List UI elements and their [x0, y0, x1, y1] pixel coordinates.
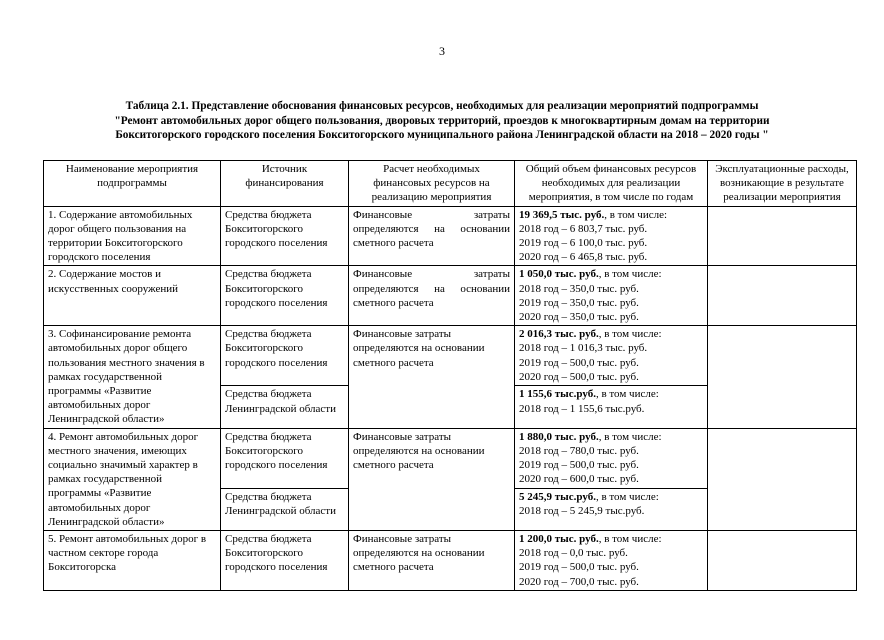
year-line: 2019 год – 350,0 тыс. руб.: [519, 296, 639, 309]
total-amount: 1 155,6 тыс.руб.: [519, 388, 596, 401]
year-line: 2018 год – 6 803,7 тыс. руб.: [519, 222, 648, 235]
year-line: 2020 год – 350,0 тыс. руб.: [519, 311, 639, 324]
cell-calc: Финансовые затраты определяются на основании сметного расчета: [349, 531, 515, 591]
header-total: Общий объем финансовых ресурсов необходимых для реализации мероприятия, в том числе по годам: [515, 161, 708, 207]
year-line: 2020 год – 700,0 тыс. руб.: [519, 575, 639, 588]
table-row: [44, 266, 857, 326]
total-suffix: , в том числе:: [595, 490, 659, 503]
cell-calc: Финансовые затраты определяются на основании сметного расчета: [349, 266, 515, 326]
cell-total: [515, 206, 708, 266]
cell-name: 1. Содержание автомобильных дорог общего пользования на территории Бокситогорского городского поселения: [44, 206, 221, 266]
table-title: [40, 99, 844, 143]
year-line: 2018 год – 780,0 тыс. руб.: [519, 444, 639, 457]
total-amount: 2 016,3 тыс. руб.: [519, 328, 599, 341]
cell-ops: [708, 326, 857, 428]
year-line: 2019 год – 500,0 тыс. руб.: [519, 561, 639, 574]
cell-source: Средства бюджета Ленинградской области: [221, 488, 349, 530]
cell-total: [515, 531, 708, 591]
total-amount: 1 880,0 тыс. руб.: [519, 430, 599, 443]
total-amount: 1 050,0 тыс. руб.: [519, 268, 599, 281]
cell-total: [515, 386, 708, 428]
title-line-1: Таблица 2.1. Представление обоснования финансовых ресурсов, необходимых для реализации мероприятий подпрограммы: [125, 100, 759, 112]
header-calc: Расчет необходимых финансовых ресурсов на реализацию мероприятия: [349, 161, 515, 207]
cell-ops: [708, 531, 857, 591]
total-suffix: , в том числе:: [598, 268, 662, 281]
year-line: 2020 год – 500,0 тыс. руб.: [519, 370, 639, 383]
cell-ops: [708, 206, 857, 266]
year-line: 2019 год – 500,0 тыс. руб.: [519, 459, 639, 472]
total-suffix: , в том числе:: [598, 430, 662, 443]
cell-calc: Финансовые затраты определяются на основании сметного расчета: [349, 206, 515, 266]
year-line: 2020 год – 6 465,8 тыс. руб.: [519, 251, 648, 264]
cell-ops: [708, 266, 857, 326]
header-ops: Эксплуатационные расходы, возникающие в результате реализации мероприятия: [708, 161, 857, 207]
financing-table: [43, 160, 857, 591]
cell-name: 4. Ремонт автомобильных дорог местного значения, имеющих социально значимый характер в рамках государственной программы «Развитие автомобильных дорог Ленинградской области»: [44, 428, 221, 530]
total-amount: 1 200,0 тыс. руб.: [519, 533, 599, 546]
table-row: [44, 428, 857, 488]
total-suffix: , в том числе:: [598, 533, 662, 546]
cell-name: 3. Софинансирование ремонта автомобильных дорог общего пользования местного значения в рамках государственной программы «Развитие автомобильных дорог Ленинградской области»: [44, 326, 221, 428]
header-name: Наименование мероприятия подпрограммы: [44, 161, 221, 207]
table-row: [44, 206, 857, 266]
total-suffix: , в том числе:: [598, 328, 662, 341]
year-line: 2019 год – 500,0 тыс. руб.: [519, 356, 639, 369]
header-source: Источник финансирования: [221, 161, 349, 207]
total-suffix: , в том числе:: [595, 388, 659, 401]
year-line: 2018 год – 350,0 тыс. руб.: [519, 282, 639, 295]
cell-name: 5. Ремонт автомобильных дорог в частном секторе города Бокситогорска: [44, 531, 221, 591]
cell-total: [515, 428, 708, 488]
cell-calc: Финансовые затраты определяются на основании сметного расчета: [349, 326, 515, 428]
year-line: 2018 год – 1 155,6 тыс.руб.: [519, 402, 645, 415]
title-line-2: "Ремонт автомобильных дорог общего пользования, дворовых территорий, проездов к многоквартирным домам на территории: [114, 114, 770, 127]
cell-source: Средства бюджета Ленинградской области: [221, 386, 349, 428]
cell-ops: [708, 428, 857, 530]
total-amount: 5 245,9 тыс.руб.: [519, 490, 596, 503]
year-line: 2018 год – 5 245,9 тыс.руб.: [519, 505, 645, 518]
year-line: 2019 год – 6 100,0 тыс. руб.: [519, 237, 648, 250]
cell-total: [515, 326, 708, 386]
total-amount: 19 369,5 тыс. руб.: [519, 208, 605, 221]
year-line: 2018 год – 1 016,3 тыс. руб.: [519, 342, 648, 355]
cell-source: Средства бюджета Бокситогорского городского поселения: [221, 531, 349, 591]
total-suffix: , в том числе:: [604, 208, 668, 221]
cell-source: Средства бюджета Бокситогорского городского поселения: [221, 428, 349, 488]
table-row: [44, 326, 857, 386]
title-line-3: Бокситогорского городского поселения Бокситогорского муниципального района Ленинградской области на 2018 – 2020 годы ": [115, 129, 769, 141]
year-line: 2018 год – 0,0 тыс. руб.: [519, 547, 628, 560]
page-number: 3: [439, 44, 445, 58]
year-line: 2020 год – 600,0 тыс. руб.: [519, 473, 639, 486]
cell-source: Средства бюджета Бокситогорского городского поселения: [221, 326, 349, 386]
table-row: [44, 531, 857, 591]
cell-source: Средства бюджета Бокситогорского городского поселения: [221, 266, 349, 326]
cell-total: [515, 488, 708, 530]
cell-calc: Финансовые затраты определяются на основании сметного расчета: [349, 428, 515, 530]
cell-name: 2. Содержание мостов и искусственных сооружений: [44, 266, 221, 326]
cell-source: Средства бюджета Бокситогорского городского поселения: [221, 206, 349, 266]
cell-total: [515, 266, 708, 326]
table-header-row: [44, 161, 857, 207]
